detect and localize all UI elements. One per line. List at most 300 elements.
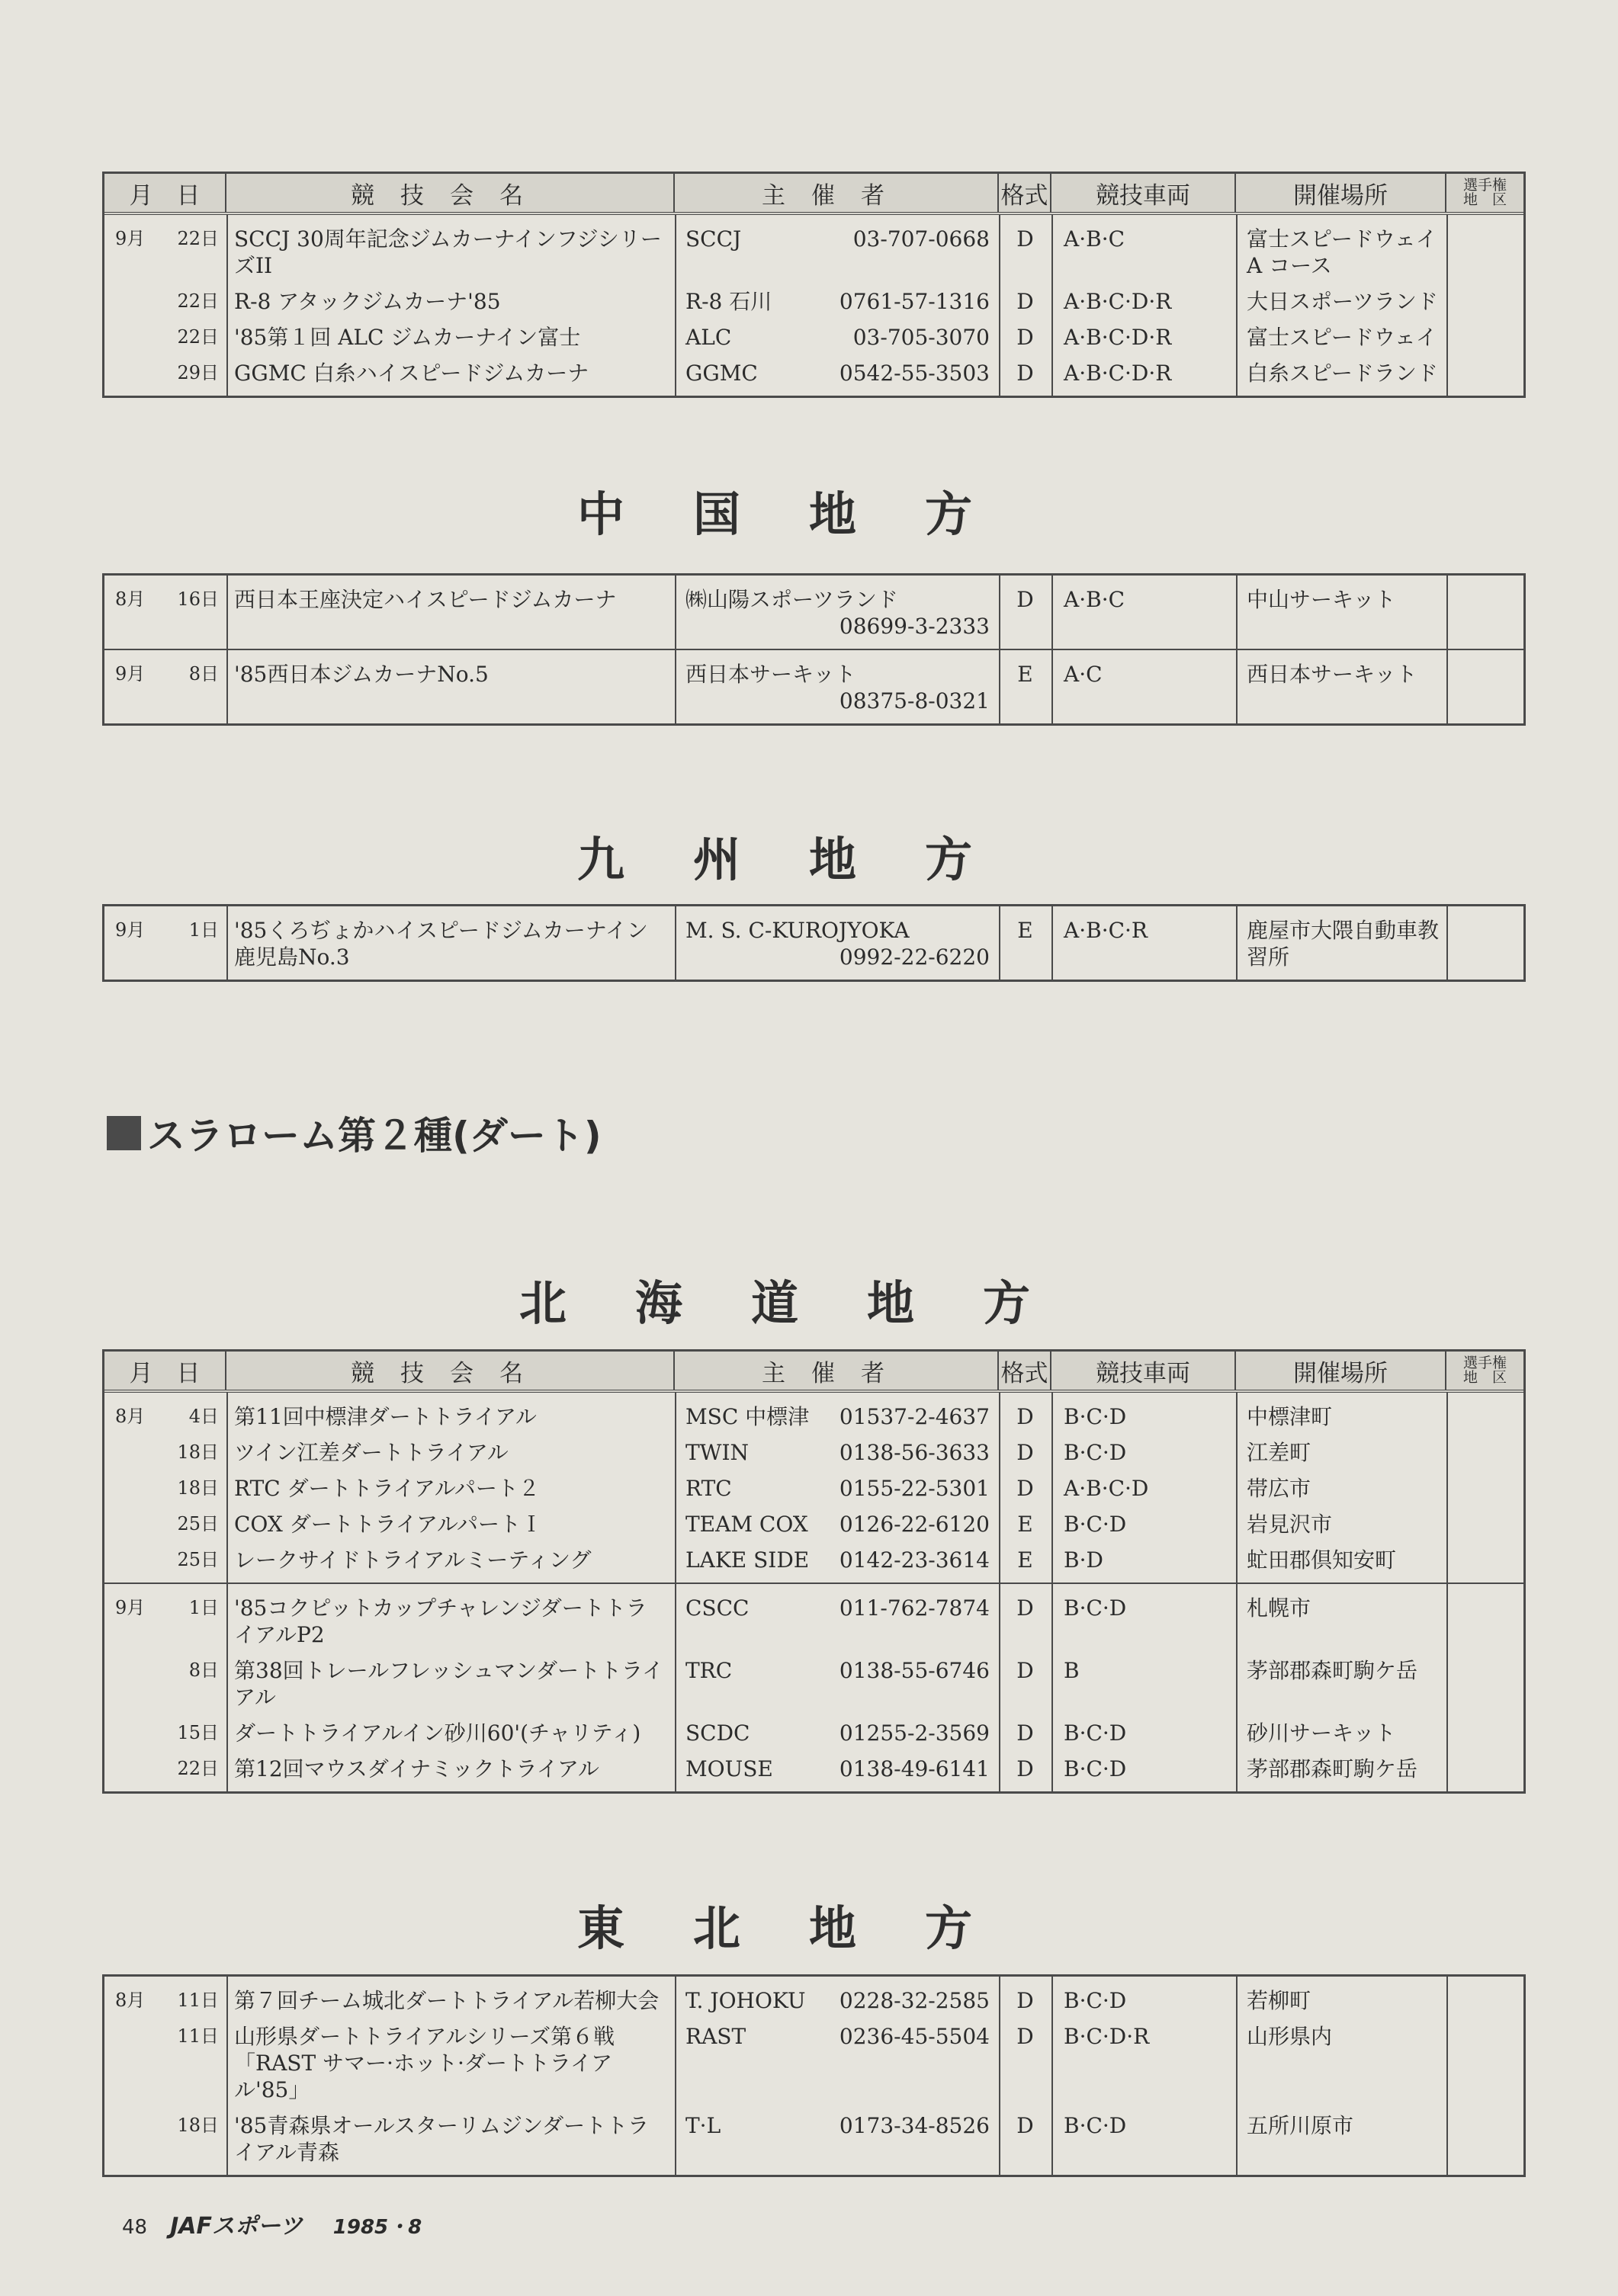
cell-organizer [675, 582, 999, 644]
table-row [104, 1435, 1523, 1470]
cell-venue: 中標津町 [1247, 1404, 1333, 1429]
cell-month: 8月 [115, 1406, 146, 1427]
column-divider [1236, 1977, 1238, 2175]
cell-format: D [1016, 1440, 1034, 1465]
header-organizer: 主催者 [675, 174, 999, 212]
cell-championship [1446, 319, 1523, 355]
cell-organizer-name: ALC [685, 325, 732, 350]
cell-organizer [675, 1399, 999, 1435]
cell-venue: 砂川サーキット [1247, 1720, 1396, 1746]
cell-date [104, 1715, 226, 1751]
cell-date [104, 319, 226, 355]
cell-format: D [1016, 587, 1034, 612]
cell-day: 25日 [177, 1549, 219, 1570]
cell-organizer-name: M. S. C-KUROJYOKA [685, 918, 910, 943]
column-divider [999, 576, 1000, 649]
event-table-kyushu [102, 904, 1526, 982]
page-footer [122, 2207, 422, 2240]
cell-phone: 08375-8-0321 [839, 688, 990, 713]
column-divider [675, 215, 676, 396]
header-venue: 開催場所 [1236, 1352, 1446, 1390]
table-row [104, 1470, 1523, 1506]
cell-organizer [675, 319, 999, 355]
cell-day: 22日 [177, 326, 219, 348]
column-divider [226, 215, 228, 396]
cell-format: D [1016, 1404, 1034, 1429]
region-heading-hokkaido: 北海道地方 [518, 1275, 1099, 1331]
column-divider [1446, 215, 1448, 396]
column-divider [1236, 1393, 1238, 1583]
cell-championship [1446, 221, 1523, 284]
cell-event-name: '85第１回 ALC ジムカーナイン富士 [234, 325, 581, 350]
cell-day: 15日 [177, 1722, 219, 1743]
cell-organizer [675, 284, 999, 319]
cell-event-name: 第12回マウスダイナミックトライアル [234, 1756, 599, 1781]
column-divider [1236, 215, 1238, 396]
row-group [104, 906, 1523, 980]
row-group [104, 1977, 1523, 2175]
column-divider [1051, 650, 1053, 723]
cell-format: D [1016, 325, 1034, 350]
cell-month: 8月 [115, 1990, 146, 2011]
row-group [104, 215, 1523, 396]
table-row [104, 2108, 1523, 2170]
column-divider [999, 1584, 1000, 1791]
cell-organizer [675, 1653, 999, 1715]
row-group [104, 650, 1523, 723]
column-divider [1446, 1977, 1448, 2175]
cell-phone: 0542-55-3503 [839, 361, 990, 386]
cell-vehicle-class: B·C·D [1064, 1512, 1127, 1537]
cell-organizer-name: RTC [685, 1476, 732, 1501]
cell-venue: 中山サーキット [1247, 587, 1396, 612]
column-divider [999, 1393, 1000, 1583]
section-title [107, 1105, 602, 1160]
header-vehicle-class: 競技車両 [1051, 1352, 1236, 1390]
cell-month: 9月 [115, 919, 146, 941]
column-divider [1051, 576, 1053, 649]
column-divider [1051, 906, 1053, 980]
cell-venue: 帯広市 [1247, 1476, 1311, 1501]
cell-championship [1446, 1506, 1523, 1542]
cell-format: E [1017, 1512, 1033, 1537]
column-divider [226, 1584, 228, 1791]
cell-date [104, 1435, 226, 1470]
table-header [104, 174, 1523, 215]
column-divider [1446, 906, 1448, 980]
cell-organizer [675, 1506, 999, 1542]
section-title-text: スラローム第２種(ダート) [147, 1114, 602, 1158]
cell-organizer [675, 355, 999, 391]
cell-phone: 0142-23-3614 [839, 1547, 990, 1573]
cell-venue: 茅部郡森町駒ケ岳 [1247, 1756, 1418, 1781]
table-row [104, 284, 1523, 319]
column-divider [1051, 1977, 1053, 2175]
cell-day: 1日 [188, 919, 219, 941]
cell-date [104, 656, 226, 719]
cell-organizer [675, 2108, 999, 2170]
cell-phone: 03-705-3070 [852, 325, 990, 350]
cell-vehicle-class: B·C·D [1064, 1595, 1127, 1621]
header-event-name: 競技会名 [226, 174, 675, 212]
cell-venue: 岩見沢市 [1247, 1512, 1333, 1537]
column-divider [675, 576, 676, 649]
event-table-kanto [102, 172, 1526, 398]
table-row [104, 1715, 1523, 1751]
cell-date [104, 1506, 226, 1542]
cell-event-name: '85青森県オールスターリムジンダートトライアル青森 [234, 2113, 650, 2165]
cell-phone: 03-707-0668 [852, 226, 990, 252]
column-divider [1236, 650, 1238, 723]
cell-day: 29日 [177, 362, 219, 383]
cell-month: 9月 [115, 1597, 146, 1618]
cell-date [104, 2108, 226, 2170]
section-square-icon [107, 1116, 141, 1150]
cell-event-name: 山形県ダートトライアルシリーズ第６戦「RAST サマー·ホット·ダートトライアル'85」 [234, 2024, 615, 2102]
cell-organizer-name: TEAM COX [685, 1512, 808, 1537]
cell-phone: 0155-22-5301 [839, 1476, 990, 1501]
cell-phone: 0236-45-5504 [839, 2024, 990, 2049]
cell-organizer-name: TWIN [685, 1440, 750, 1465]
cell-event-name: 西日本王座決定ハイスピードジムカーナ [234, 587, 617, 612]
cell-format: D [1016, 2113, 1034, 2138]
header-venue: 開催場所 [1236, 174, 1446, 212]
cell-organizer [675, 2019, 999, 2108]
table-row [104, 2019, 1523, 2108]
cell-vehicle-class: B·C·D [1064, 2113, 1127, 2138]
cell-month [115, 2112, 169, 2166]
cell-organizer-name: MOUSE [685, 1756, 773, 1781]
cell-event-name: 第38回トレールフレッシュマンダートトライアル [234, 1658, 664, 1710]
cell-format: D [1016, 1720, 1034, 1746]
cell-date [104, 582, 226, 644]
row-group [104, 1584, 1523, 1791]
issue-date: 1985・8 [332, 2216, 422, 2239]
table-row [104, 1983, 1523, 2019]
cell-event-name: '85くろぢょかハイスピードジムカーナイン鹿児島No.3 [234, 918, 648, 970]
column-divider [1446, 576, 1448, 649]
cell-organizer-name: T·L [685, 2113, 721, 2138]
cell-month [115, 1720, 169, 1746]
cell-championship [1446, 582, 1523, 644]
cell-month [115, 1547, 169, 1573]
cell-day: 11日 [177, 1990, 219, 2011]
cell-day: 4日 [188, 1406, 219, 1427]
cell-month: 8月 [115, 588, 146, 610]
cell-event-name: ツイン江差ダートトライアル [234, 1440, 509, 1465]
cell-phone: 0138-49-6141 [839, 1756, 990, 1781]
cell-vehicle-class: B·C·D [1064, 1988, 1127, 2013]
cell-event-name: '85西日本ジムカーナNo.5 [234, 662, 489, 687]
column-divider [226, 1977, 228, 2175]
row-group [104, 576, 1523, 650]
cell-organizer [675, 1470, 999, 1506]
cell-date [104, 1542, 226, 1578]
table-header [104, 1352, 1523, 1393]
column-divider [1236, 906, 1238, 980]
table-row [104, 1542, 1523, 1578]
cell-organizer-name: ㈱山陽スポーツランド [685, 587, 898, 612]
cell-phone: 01537-2-4637 [839, 1404, 990, 1429]
cell-month [115, 1439, 169, 1466]
column-divider [226, 906, 228, 980]
cell-venue: 富士スピードウェイ [1247, 325, 1437, 350]
cell-vehicle-class: A·B·C [1064, 587, 1125, 612]
cell-organizer-name: R-8 石川 [685, 289, 772, 314]
event-table-tohoku [102, 1974, 1526, 2177]
cell-organizer [675, 656, 999, 719]
cell-month [115, 1475, 169, 1502]
cell-championship [1446, 656, 1523, 719]
cell-organizer [675, 221, 999, 284]
table-row [104, 1751, 1523, 1787]
cell-day: 25日 [177, 1513, 219, 1534]
cell-organizer [675, 912, 999, 975]
header-date: 月 日 [104, 1352, 226, 1390]
cell-date [104, 1653, 226, 1715]
cell-day: 11日 [177, 2025, 219, 2047]
page-number: 48 [122, 2216, 148, 2239]
header-championship [1446, 174, 1523, 212]
cell-day: 22日 [177, 228, 219, 249]
column-divider [1236, 576, 1238, 649]
cell-date [104, 1470, 226, 1506]
cell-vehicle-class: A·B·C·D [1064, 1476, 1149, 1501]
cell-event-name: ダートトライアルイン砂川60'(チャリティ) [234, 1720, 641, 1746]
cell-venue: 白糸スピードランド [1247, 361, 1438, 386]
column-divider [675, 1584, 676, 1791]
cell-month [115, 324, 169, 351]
header-championship-top: 選手権 [1462, 177, 1507, 194]
column-divider [1051, 1584, 1053, 1791]
column-divider [1446, 1393, 1448, 1583]
cell-phone: 0228-32-2585 [839, 1988, 990, 2013]
table-row [104, 319, 1523, 355]
header-championship [1446, 1352, 1523, 1390]
cell-month [115, 360, 169, 386]
cell-organizer [675, 1590, 999, 1653]
cell-phone: 0173-34-8526 [839, 2113, 990, 2138]
cell-venue: 西日本サーキット [1247, 662, 1417, 687]
cell-phone: 011-762-7874 [839, 1595, 990, 1621]
cell-venue: 五所川原市 [1247, 2113, 1354, 2138]
cell-date [104, 1983, 226, 2019]
table-row [104, 1590, 1523, 1653]
cell-championship [1446, 1715, 1523, 1751]
cell-month: 9月 [115, 228, 146, 249]
table-row [104, 656, 1523, 719]
cell-format: D [1016, 2024, 1034, 2049]
region-heading-kyushu: 九州地方 [576, 832, 1041, 887]
cell-format: E [1017, 1547, 1033, 1573]
header-vehicle-class: 競技車両 [1051, 174, 1236, 212]
cell-championship [1446, 912, 1523, 975]
cell-organizer-name: MSC 中標津 [685, 1404, 810, 1429]
table-row [104, 221, 1523, 284]
column-divider [675, 906, 676, 980]
column-divider [999, 1977, 1000, 2175]
column-divider [999, 215, 1000, 396]
cell-phone: 0761-57-1316 [839, 289, 990, 314]
cell-vehicle-class: A·C [1064, 662, 1103, 687]
cell-format: D [1016, 1988, 1034, 2013]
cell-phone: 0138-55-6746 [839, 1658, 990, 1683]
cell-vehicle-class: B·C·D [1064, 1756, 1127, 1781]
column-divider [226, 650, 228, 723]
header-organizer: 主催者 [675, 1352, 999, 1390]
cell-day: 16日 [177, 588, 219, 610]
cell-date [104, 221, 226, 284]
cell-date [104, 912, 226, 975]
cell-organizer [675, 1715, 999, 1751]
cell-day: 18日 [177, 1441, 219, 1463]
cell-venue: 山形県内 [1247, 2024, 1333, 2049]
cell-format: E [1017, 662, 1033, 687]
cell-month [115, 2023, 169, 2103]
header-championship-top: 選手権 [1462, 1355, 1507, 1371]
cell-organizer-name: SCDC [685, 1720, 750, 1746]
cell-day: 18日 [177, 1477, 219, 1499]
cell-format: D [1016, 1476, 1034, 1501]
cell-day: 8日 [188, 1659, 219, 1681]
cell-vehicle-class: B·C·D [1064, 1440, 1127, 1465]
cell-month [115, 1657, 169, 1711]
header-format: 格式 [999, 1352, 1051, 1390]
cell-date [104, 1751, 226, 1787]
cell-organizer-name: 西日本サーキット [685, 662, 856, 687]
cell-vehicle-class: A·B·C·D·R [1064, 325, 1172, 350]
cell-venue: 虻田郡倶知安町 [1247, 1547, 1397, 1573]
cell-format: D [1016, 289, 1034, 314]
cell-format: D [1016, 1756, 1034, 1781]
cell-championship [1446, 1399, 1523, 1435]
cell-venue: 富士スピードウェイ A コース [1247, 226, 1437, 278]
cell-phone: 0138-56-3633 [839, 1440, 990, 1465]
column-divider [675, 1393, 676, 1583]
cell-date [104, 355, 226, 391]
cell-vehicle-class: B·C·D·R [1064, 2024, 1150, 2049]
column-divider [226, 576, 228, 649]
cell-date [104, 1399, 226, 1435]
column-divider [1051, 1393, 1053, 1583]
cell-format: D [1016, 1658, 1034, 1683]
column-divider [1236, 1584, 1238, 1791]
cell-event-name: COX ダートトライアルパートＩ [234, 1512, 542, 1537]
cell-format: D [1016, 1595, 1034, 1621]
cell-vehicle-class: B·D [1064, 1547, 1103, 1573]
cell-date [104, 284, 226, 319]
cell-day: 22日 [177, 1758, 219, 1779]
cell-championship [1446, 1983, 1523, 2019]
table-row [104, 1399, 1523, 1435]
cell-championship [1446, 1590, 1523, 1653]
cell-event-name: GGMC 白糸ハイスピードジムカーナ [234, 361, 589, 386]
cell-day: 22日 [177, 290, 219, 312]
cell-day: 18日 [177, 2115, 219, 2136]
cell-organizer [675, 1983, 999, 2019]
cell-organizer-name: T. JOHOKU [685, 1988, 806, 2013]
cell-month [115, 288, 169, 315]
cell-phone: 0126-22-6120 [839, 1512, 990, 1537]
region-heading-chugoku: 中国地方 [576, 486, 1041, 542]
cell-vehicle-class: B·C·D [1064, 1720, 1127, 1746]
cell-vehicle-class: B·C·D [1064, 1404, 1127, 1429]
cell-organizer-name: TRC [685, 1658, 733, 1683]
cell-format: D [1016, 226, 1034, 252]
event-table-hokkaido [102, 1349, 1526, 1794]
cell-phone: 08699-3-2333 [839, 614, 990, 639]
cell-championship [1446, 355, 1523, 391]
header-championship-bottom: 地 区 [1462, 191, 1507, 208]
table-row [104, 355, 1523, 391]
cell-day: 8日 [188, 663, 219, 685]
column-divider [226, 1393, 228, 1583]
cell-vehicle-class: A·B·C·R [1064, 918, 1148, 943]
cell-phone: 01255-2-3569 [839, 1720, 990, 1746]
header-championship-bottom: 地 区 [1462, 1369, 1507, 1386]
cell-organizer-name: RAST [685, 2024, 746, 2049]
cell-date [104, 2019, 226, 2108]
cell-format: D [1016, 361, 1034, 386]
cell-venue: 江差町 [1247, 1440, 1311, 1465]
column-divider [1446, 1584, 1448, 1791]
magazine-logo: JAFスポーツ [170, 2213, 303, 2240]
cell-event-name: 第７回チーム城北ダートトライアル若柳大会 [234, 1988, 660, 2013]
table-row [104, 582, 1523, 644]
cell-venue: 茅部郡森町駒ケ岳 [1247, 1658, 1418, 1683]
cell-organizer [675, 1751, 999, 1787]
cell-vehicle-class: A·B·C [1064, 226, 1125, 252]
cell-venue: 札幌市 [1247, 1595, 1311, 1621]
cell-venue: 鹿屋市大隈自動車教習所 [1247, 918, 1440, 970]
cell-event-name: SCCJ 30周年記念ジムカーナインフジシリーズII [234, 226, 662, 278]
cell-championship [1446, 1751, 1523, 1787]
cell-phone: 0992-22-6220 [839, 944, 990, 970]
cell-event-name: レークサイドトライアルミーティング [234, 1547, 592, 1573]
region-heading-tohoku: 東北地方 [576, 1900, 1041, 1956]
cell-venue: 若柳町 [1247, 1988, 1311, 2013]
cell-event-name: RTC ダートトライアルパート２ [234, 1476, 540, 1501]
cell-championship [1446, 284, 1523, 319]
cell-vehicle-class: B [1064, 1658, 1080, 1683]
cell-championship [1446, 1653, 1523, 1715]
cell-event-name: R-8 アタックジムカーナ'85 [234, 289, 501, 314]
column-divider [999, 906, 1000, 980]
cell-format: E [1017, 918, 1033, 943]
cell-vehicle-class: A·B·C·D·R [1064, 289, 1172, 314]
cell-event-name: '85コクピットカップチャレンジダートトライアルP2 [234, 1595, 647, 1647]
cell-organizer-name: GGMC [685, 361, 758, 386]
column-divider [675, 650, 676, 723]
column-divider [675, 1977, 676, 2175]
cell-championship [1446, 2019, 1523, 2108]
cell-venue: 大日スポーツランド [1247, 289, 1438, 314]
cell-month [115, 1756, 169, 1782]
table-row [104, 1653, 1523, 1715]
cell-organizer [675, 1542, 999, 1578]
table-row [104, 912, 1523, 975]
cell-month: 9月 [115, 663, 146, 685]
cell-month [115, 1511, 169, 1538]
cell-championship [1446, 1542, 1523, 1578]
table-row [104, 1506, 1523, 1542]
column-divider [1051, 215, 1053, 396]
cell-organizer-name: SCCJ [685, 226, 742, 252]
cell-organizer [675, 1435, 999, 1470]
header-event-name: 競技会名 [226, 1352, 675, 1390]
cell-championship [1446, 2108, 1523, 2170]
cell-date [104, 1590, 226, 1653]
